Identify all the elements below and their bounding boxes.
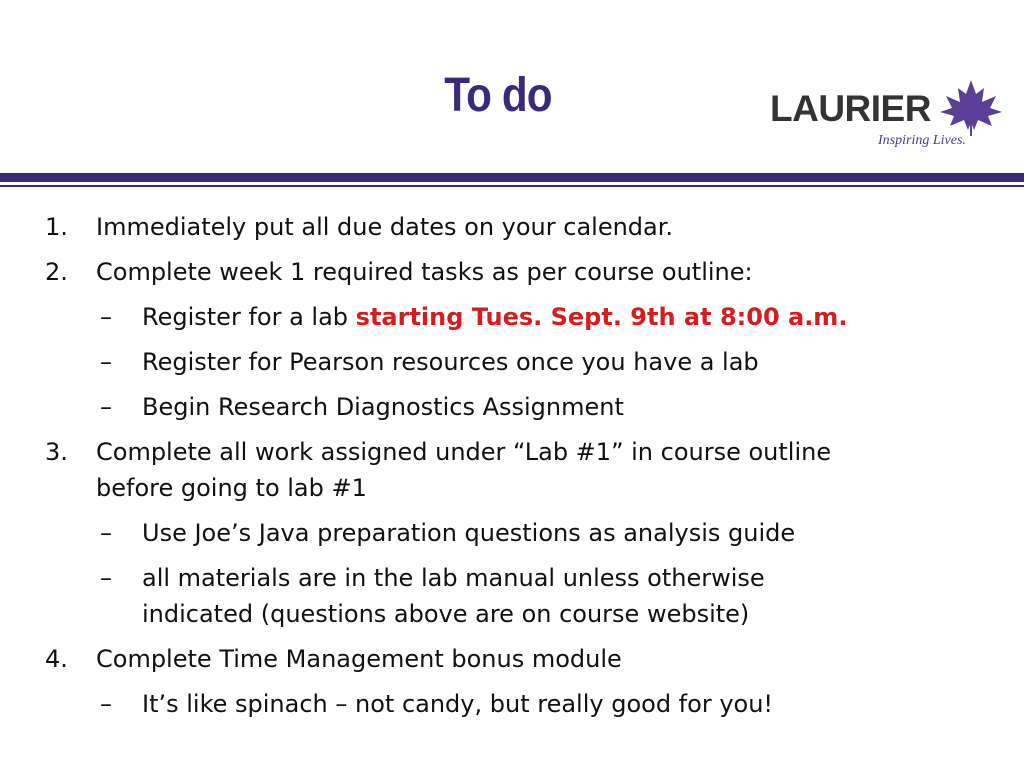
list-item [0,434,1024,506]
dash-marker: – [100,690,112,718]
list-item-text-line2: before going to lab #1 [96,474,367,502]
list-item-text: Begin Research Diagnostics Assignment [142,393,624,421]
list-item [0,641,1024,677]
dash-marker: – [100,564,112,592]
header-divider-thin [0,185,1024,187]
list-item-text-line1: Complete all work assigned under “Lab #1” in course outline [96,438,832,466]
list-item-text-line2: indicated (questions above are on course website) [142,600,750,628]
logo-wordmark: LAURIER [770,88,931,129]
dash-marker: – [100,519,112,547]
list-item-text: Immediately put all due dates on your calendar. [96,213,674,241]
sub-list-item [0,299,1024,335]
dash-marker: – [100,303,112,331]
list-marker: 1. [45,213,68,241]
sub-list-item [0,686,1024,722]
laurier-logo [766,78,1010,158]
list-item [0,209,1024,245]
list-marker: 3. [45,438,68,466]
dash-marker: – [100,393,112,421]
dash-marker: – [100,348,112,376]
lab-start-highlight: starting Tues. Sept. 9th at 8:00 a.m. [355,303,848,331]
list-marker: 2. [45,258,68,286]
list-item [0,254,1024,290]
list-item-text: Complete week 1 required tasks as per course outline: [96,258,753,286]
sub-list-item [0,515,1024,551]
slide-title: To do [444,69,552,122]
logo-tagline: Inspiring Lives. [878,133,966,148]
list-marker: 4. [45,645,68,673]
header-divider-thick [0,173,1024,182]
list-item-text: It’s like spinach – not candy, but really good for you! [142,690,774,718]
list-item-text: Use Joe’s Java preparation questions as analysis guide [142,519,796,547]
sub-list-item [0,389,1024,425]
todo-list [0,200,1024,731]
sub-list-item [0,560,1024,632]
list-item-text: Register for a lab [142,303,356,331]
list-item-text-line1: all materials are in the lab manual unless otherwise [142,564,765,592]
list-item-text: Register for Pearson resources once you have a lab [142,348,759,376]
sub-list-item [0,344,1024,380]
list-item-text: Complete Time Management bonus module [96,645,622,673]
maple-leaf-icon [936,78,1006,138]
